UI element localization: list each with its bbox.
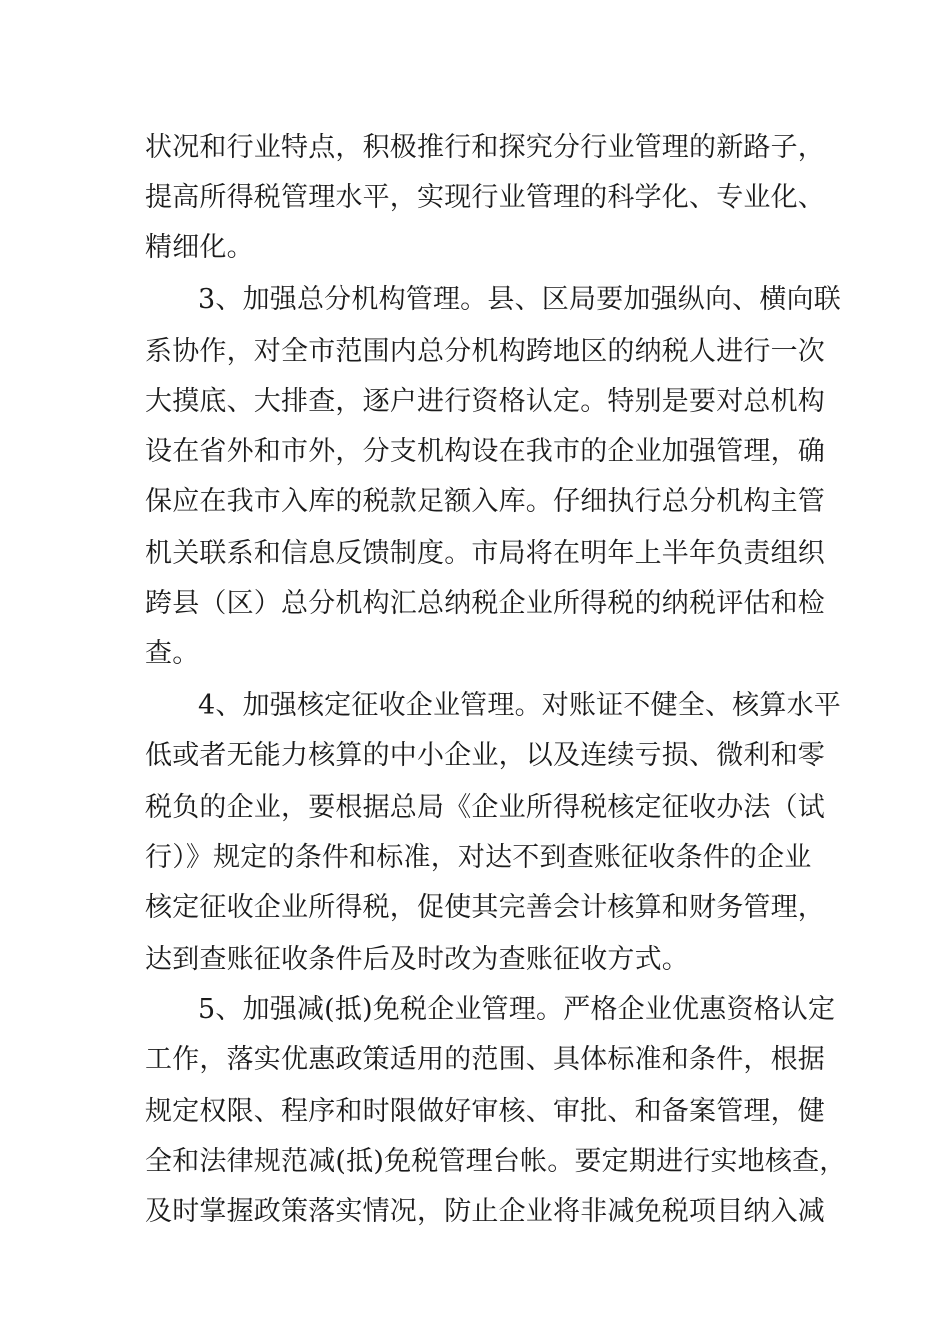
paragraph-heading-4: 4、加强核定征收企业管理。对账证不健全、核算水平	[198, 690, 841, 721]
text-line: 行）》规定的条件和标准，对达不到查账征收条件的企业	[145, 842, 812, 873]
text-line: 规定权限、程序和时限做好审核、审批、和备案管理，健	[145, 1096, 825, 1127]
text-line: 机关联系和信息反馈制度。市局将在明年上半年负责组织	[145, 538, 825, 569]
text-line: 提高所得税管理水平，实现行业管理的科学化、专业化、	[145, 182, 825, 213]
text-line: 精细化。	[145, 232, 254, 263]
text-line: 工作，落实优惠政策适用的范围、具体标准和条件，根据	[145, 1044, 825, 1075]
text-line: 核定征收企业所得税，促使其完善会计核算和财务管理，	[145, 892, 825, 923]
text-line: 低或者无能力核算的中小企业，以及连续亏损、微利和零	[145, 740, 825, 771]
text-line: 全和法律规范减(抵)免税管理台帐。要定期进行实地核查，	[145, 1146, 847, 1177]
text-line: 查。	[145, 638, 200, 669]
paragraph-heading-5: 5、加强减(抵)免税企业管理。严格企业优惠资格认定	[198, 994, 836, 1025]
text-line: 系协作，对全市范围内总分机构跨地区的纳税人进行一次	[145, 336, 825, 367]
paragraph-heading-3: 3、加强总分机构管理。县、区局要加强纵向、横向联	[198, 284, 841, 315]
text-line: 设在省外和市外，分支机构设在我市的企业加强管理，确	[145, 436, 825, 467]
text-line: 及时掌握政策落实情况，防止企业将非减免税项目纳入减	[145, 1196, 825, 1227]
text-line: 达到查账征收条件后及时改为查账征收方式。	[145, 944, 689, 975]
text-line: 跨县（区）总分机构汇总纳税企业所得税的纳税评估和检	[145, 588, 825, 619]
text-line: 税负的企业，要根据总局《企业所得税核定征收办法（试	[145, 792, 825, 823]
text-line: 状况和行业特点，积极推行和探究分行业管理的新路子，	[145, 132, 825, 163]
text-line: 保应在我市入库的税款足额入库。仔细执行总分机构主管	[145, 486, 825, 517]
text-line: 大摸底、大排查，逐户进行资格认定。特别是要对总机构	[145, 386, 825, 417]
